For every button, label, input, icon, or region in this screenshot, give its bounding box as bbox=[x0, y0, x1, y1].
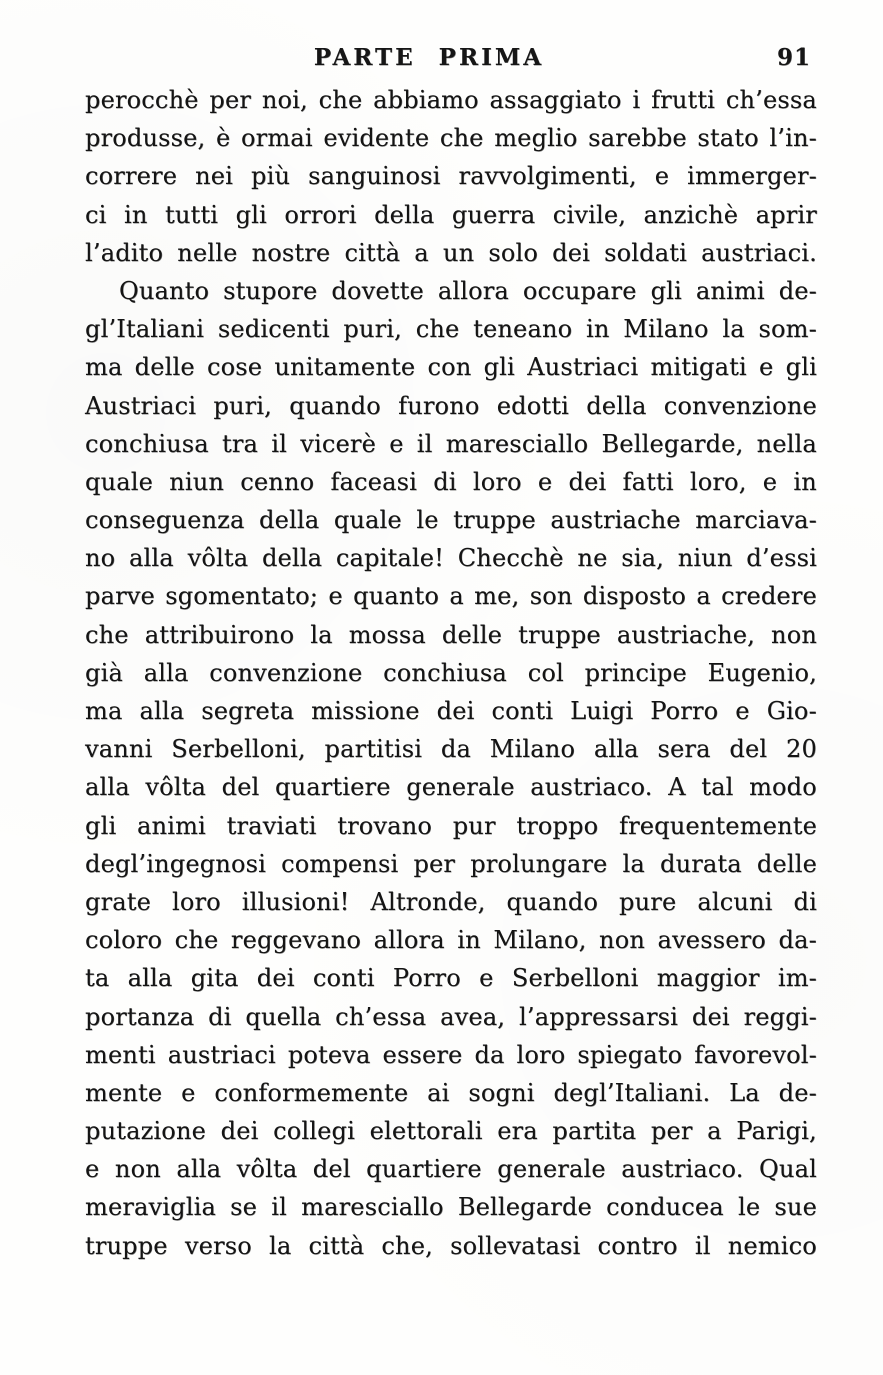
text-line: Austriaci puri, quando furono edotti della convenzione bbox=[85, 391, 817, 420]
text-line: truppe verso la città che, sollevatasi contro il nemico bbox=[85, 1231, 817, 1260]
text-line: conseguenza della quale le truppe austriache marciava- bbox=[85, 506, 817, 535]
text-line: conchiusa tra il vicerè e il maresciallo Bellegarde, nella bbox=[85, 429, 817, 458]
text-line: ma delle cose unitamente con gli Austriaci mitigati e gli bbox=[85, 353, 817, 382]
text-line: menti austriaci poteva essere da loro spiegato favorevol- bbox=[85, 1040, 817, 1069]
text-line: ci in tutti gli orrori della guerra civile, anzichè aprir bbox=[85, 200, 817, 229]
text-line: che attribuirono la mossa delle truppe austriache, non bbox=[85, 620, 817, 649]
text-line: ta alla gita dei conti Porro e Serbelloni maggior im- bbox=[85, 964, 817, 993]
text-line: correre nei più sanguinosi ravvolgimenti, e immerger- bbox=[85, 162, 817, 191]
text-line: degl’ingegnosi compensi per prolungare la durata delle bbox=[85, 849, 817, 878]
text-line: portanza di quella ch’essa avea, l’appressarsi dei reggi- bbox=[85, 1002, 817, 1031]
text-line: gli animi traviati trovano pur troppo frequentemente bbox=[85, 811, 817, 840]
text-line: perocchè per noi, che abbiamo assaggiato i frutti ch’essa bbox=[85, 86, 817, 114]
text-line: grate loro illusioni! Altronde, quando pure alcuni di bbox=[85, 887, 817, 916]
text-line: già alla convenzione conchiusa col principe Eugenio, bbox=[85, 658, 817, 687]
text-line: parve sgomentato; e quanto a me, son disposto a credere bbox=[85, 582, 817, 611]
text-line: produsse, è ormai evidente che meglio sarebbe stato l’in- bbox=[85, 124, 817, 153]
text-line: vanni Serbelloni, partitisi da Milano alla sera del 20 bbox=[85, 735, 817, 764]
text-line: ma alla segreta missione dei conti Luigi Porro e Gio- bbox=[85, 697, 817, 725]
text-line: l’adito nelle nostre città a un solo dei soldati austriaci. bbox=[85, 238, 817, 267]
text-line: no alla vôlta della capitale! Checchè ne sia, niun d’essi bbox=[85, 544, 817, 573]
text-line: quale niun cenno faceasi di loro e dei fatti loro, e in bbox=[85, 467, 817, 496]
running-header-title: PARTE PRIMA bbox=[313, 44, 545, 71]
text-line: alla vôlta del quartiere generale austriaco. A tal modo bbox=[85, 773, 817, 802]
text-line: putazione dei collegi elettorali era partita per a Parigi, bbox=[85, 1117, 817, 1146]
page-number: 91 bbox=[776, 44, 811, 71]
text-line: coloro che reggevano allora in Milano, non avessero da- bbox=[85, 926, 817, 955]
text-line-paragraph-start: Quanto stupore dovette allora occupare gli animi de- bbox=[119, 276, 817, 305]
text-line: gl’Italiani sedicenti puri, che teneano in Milano la som- bbox=[85, 315, 817, 344]
running-header bbox=[85, 44, 817, 74]
text-line: e non alla vôlta del quartiere generale austriaco. Qual bbox=[85, 1155, 817, 1184]
page-body-text bbox=[85, 81, 817, 1265]
text-line: mente e conformemente ai sogni degl’Italiani. La de- bbox=[85, 1078, 817, 1107]
text-line: meraviglia se il maresciallo Bellegarde conducea le sue bbox=[85, 1193, 817, 1222]
